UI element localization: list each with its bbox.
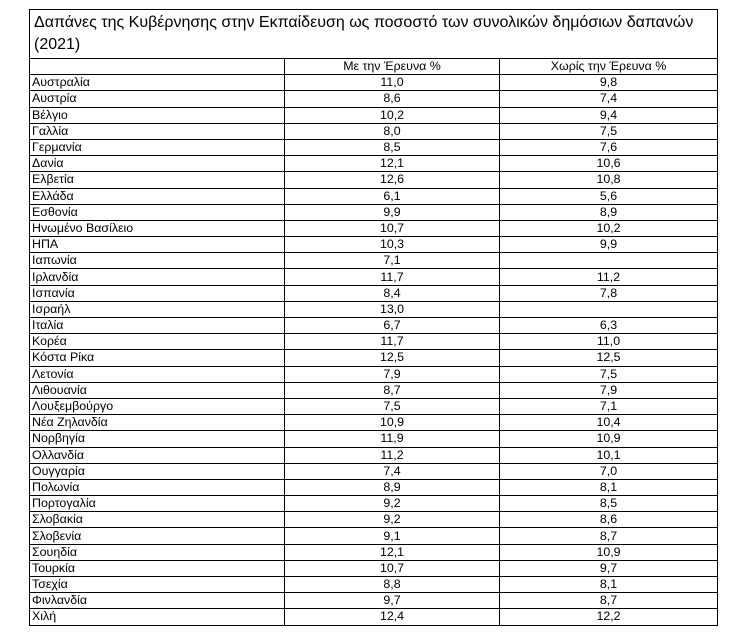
without-research-cell: 12,2 bbox=[500, 609, 718, 625]
with-research-cell: 10,7 bbox=[285, 220, 500, 236]
table-row bbox=[30, 528, 718, 544]
without-research-cell: 7,4 bbox=[500, 91, 718, 107]
table-row bbox=[30, 269, 718, 285]
table-row bbox=[30, 512, 718, 528]
with-research-cell: 9,9 bbox=[285, 204, 500, 220]
with-research-cell: 12,6 bbox=[285, 172, 500, 188]
without-research-cell: 10,6 bbox=[500, 156, 718, 172]
with-research-cell: 8,4 bbox=[285, 285, 500, 301]
without-research-cell: 12,5 bbox=[500, 350, 718, 366]
education-spending-table bbox=[29, 9, 718, 626]
country-cell: Δανία bbox=[30, 156, 285, 172]
without-research-cell: 8,1 bbox=[500, 479, 718, 495]
country-cell: Βέλγιο bbox=[30, 107, 285, 123]
table-row bbox=[30, 447, 718, 463]
header-without-research: Χωρίς την Έρευνα % bbox=[500, 59, 718, 75]
with-research-cell: 12,4 bbox=[285, 609, 500, 625]
table-row bbox=[30, 237, 718, 253]
table-row bbox=[30, 350, 718, 366]
country-cell: Ιαπωνία bbox=[30, 253, 285, 269]
without-research-cell: 8,7 bbox=[500, 528, 718, 544]
with-research-cell: 8,9 bbox=[285, 479, 500, 495]
with-research-cell: 8,0 bbox=[285, 123, 500, 139]
header-with-research: Με την Έρευνα % bbox=[285, 59, 500, 75]
country-cell: Λιθουανία bbox=[30, 382, 285, 398]
country-cell: Αυστραλία bbox=[30, 75, 285, 91]
table-row bbox=[30, 188, 718, 204]
without-research-cell bbox=[500, 301, 718, 317]
table-row bbox=[30, 398, 718, 414]
with-research-cell: 11,0 bbox=[285, 75, 500, 91]
with-research-cell: 6,7 bbox=[285, 318, 500, 334]
country-cell: Τουρκία bbox=[30, 560, 285, 576]
without-research-cell: 7,0 bbox=[500, 463, 718, 479]
with-research-cell: 10,3 bbox=[285, 237, 500, 253]
country-cell: Κορέα bbox=[30, 334, 285, 350]
country-cell: Ελβετία bbox=[30, 172, 285, 188]
with-research-cell: 13,0 bbox=[285, 301, 500, 317]
table-row bbox=[30, 431, 718, 447]
with-research-cell: 6,1 bbox=[285, 188, 500, 204]
country-cell: Ιταλία bbox=[30, 318, 285, 334]
without-research-cell: 10,8 bbox=[500, 172, 718, 188]
country-cell: Εσθονία bbox=[30, 204, 285, 220]
table-row bbox=[30, 544, 718, 560]
without-research-cell: 9,7 bbox=[500, 560, 718, 576]
without-research-cell: 7,1 bbox=[500, 398, 718, 414]
table-row bbox=[30, 593, 718, 609]
with-research-cell: 11,7 bbox=[285, 334, 500, 350]
country-cell: Σλοβενία bbox=[30, 528, 285, 544]
country-cell: Ιρλανδία bbox=[30, 269, 285, 285]
with-research-cell: 10,2 bbox=[285, 107, 500, 123]
country-cell: Τσεχία bbox=[30, 577, 285, 593]
without-research-cell: 7,8 bbox=[500, 285, 718, 301]
table-title: Δαπάνες της Κυβέρνησης στην Εκπαίδευση ως ποσοστό των συνολικών δημόσιων δαπανών (2021) bbox=[30, 10, 718, 59]
with-research-cell: 10,9 bbox=[285, 415, 500, 431]
without-research-cell: 7,5 bbox=[500, 123, 718, 139]
with-research-cell: 9,2 bbox=[285, 496, 500, 512]
country-cell: Πορτογαλία bbox=[30, 496, 285, 512]
without-research-cell: 8,1 bbox=[500, 577, 718, 593]
country-cell: Κόστα Ρίκα bbox=[30, 350, 285, 366]
table-row bbox=[30, 204, 718, 220]
table-row bbox=[30, 253, 718, 269]
country-cell: Νορβηγία bbox=[30, 431, 285, 447]
without-research-cell: 10,1 bbox=[500, 447, 718, 463]
with-research-cell: 11,7 bbox=[285, 269, 500, 285]
country-cell: Χιλή bbox=[30, 609, 285, 625]
without-research-cell: 9,8 bbox=[500, 75, 718, 91]
without-research-cell bbox=[500, 253, 718, 269]
without-research-cell: 7,5 bbox=[500, 366, 718, 382]
without-research-cell: 6,3 bbox=[500, 318, 718, 334]
country-cell: Ισπανία bbox=[30, 285, 285, 301]
country-cell: Ηνωμένο Βασίλειο bbox=[30, 220, 285, 236]
country-cell: Ουγγαρία bbox=[30, 463, 285, 479]
table-row bbox=[30, 301, 718, 317]
with-research-cell: 8,7 bbox=[285, 382, 500, 398]
table-row bbox=[30, 318, 718, 334]
title-row bbox=[30, 10, 718, 59]
table-row bbox=[30, 75, 718, 91]
without-research-cell: 10,9 bbox=[500, 431, 718, 447]
table-row bbox=[30, 415, 718, 431]
table-row bbox=[30, 382, 718, 398]
with-research-cell: 7,1 bbox=[285, 253, 500, 269]
with-research-cell: 7,9 bbox=[285, 366, 500, 382]
with-research-cell: 11,9 bbox=[285, 431, 500, 447]
country-cell: Ολλανδία bbox=[30, 447, 285, 463]
country-cell: Λουξεμβούργο bbox=[30, 398, 285, 414]
country-cell: ΗΠΑ bbox=[30, 237, 285, 253]
table-row bbox=[30, 479, 718, 495]
without-research-cell: 10,2 bbox=[500, 220, 718, 236]
without-research-cell: 8,6 bbox=[500, 512, 718, 528]
without-research-cell: 8,5 bbox=[500, 496, 718, 512]
with-research-cell: 11,2 bbox=[285, 447, 500, 463]
country-cell: Γαλλία bbox=[30, 123, 285, 139]
country-cell: Ισραήλ bbox=[30, 301, 285, 317]
without-research-cell: 10,9 bbox=[500, 544, 718, 560]
table-row bbox=[30, 496, 718, 512]
with-research-cell: 8,8 bbox=[285, 577, 500, 593]
without-research-cell: 11,2 bbox=[500, 269, 718, 285]
header-country bbox=[30, 59, 285, 75]
table-row bbox=[30, 366, 718, 382]
without-research-cell: 8,9 bbox=[500, 204, 718, 220]
table-row bbox=[30, 91, 718, 107]
table-row bbox=[30, 107, 718, 123]
country-cell: Σλοβακία bbox=[30, 512, 285, 528]
with-research-cell: 9,1 bbox=[285, 528, 500, 544]
table-row bbox=[30, 560, 718, 576]
without-research-cell: 11,0 bbox=[500, 334, 718, 350]
country-cell: Ελλάδα bbox=[30, 188, 285, 204]
with-research-cell: 12,5 bbox=[285, 350, 500, 366]
table-row bbox=[30, 334, 718, 350]
without-research-cell: 7,9 bbox=[500, 382, 718, 398]
table-row bbox=[30, 285, 718, 301]
with-research-cell: 12,1 bbox=[285, 156, 500, 172]
country-cell: Λετονία bbox=[30, 366, 285, 382]
with-research-cell: 8,5 bbox=[285, 139, 500, 155]
without-research-cell: 9,4 bbox=[500, 107, 718, 123]
with-research-cell: 7,4 bbox=[285, 463, 500, 479]
country-cell: Γερμανία bbox=[30, 139, 285, 155]
table-row bbox=[30, 463, 718, 479]
without-research-cell: 5,6 bbox=[500, 188, 718, 204]
table-row bbox=[30, 172, 718, 188]
with-research-cell: 9,7 bbox=[285, 593, 500, 609]
with-research-cell: 10,7 bbox=[285, 560, 500, 576]
country-cell: Σουηδία bbox=[30, 544, 285, 560]
with-research-cell: 12,1 bbox=[285, 544, 500, 560]
with-research-cell: 8,6 bbox=[285, 91, 500, 107]
table-row bbox=[30, 123, 718, 139]
without-research-cell: 7,6 bbox=[500, 139, 718, 155]
table-row bbox=[30, 139, 718, 155]
with-research-cell: 7,5 bbox=[285, 398, 500, 414]
without-research-cell: 9,9 bbox=[500, 237, 718, 253]
table-row bbox=[30, 609, 718, 625]
table-row bbox=[30, 156, 718, 172]
country-cell: Νέα Ζηλανδία bbox=[30, 415, 285, 431]
country-cell: Αυστρία bbox=[30, 91, 285, 107]
without-research-cell: 8,7 bbox=[500, 593, 718, 609]
country-cell: Πολωνία bbox=[30, 479, 285, 495]
with-research-cell: 9,2 bbox=[285, 512, 500, 528]
table-row bbox=[30, 220, 718, 236]
header-row bbox=[30, 59, 718, 75]
country-cell: Φινλανδία bbox=[30, 593, 285, 609]
table-row bbox=[30, 577, 718, 593]
without-research-cell: 10,4 bbox=[500, 415, 718, 431]
